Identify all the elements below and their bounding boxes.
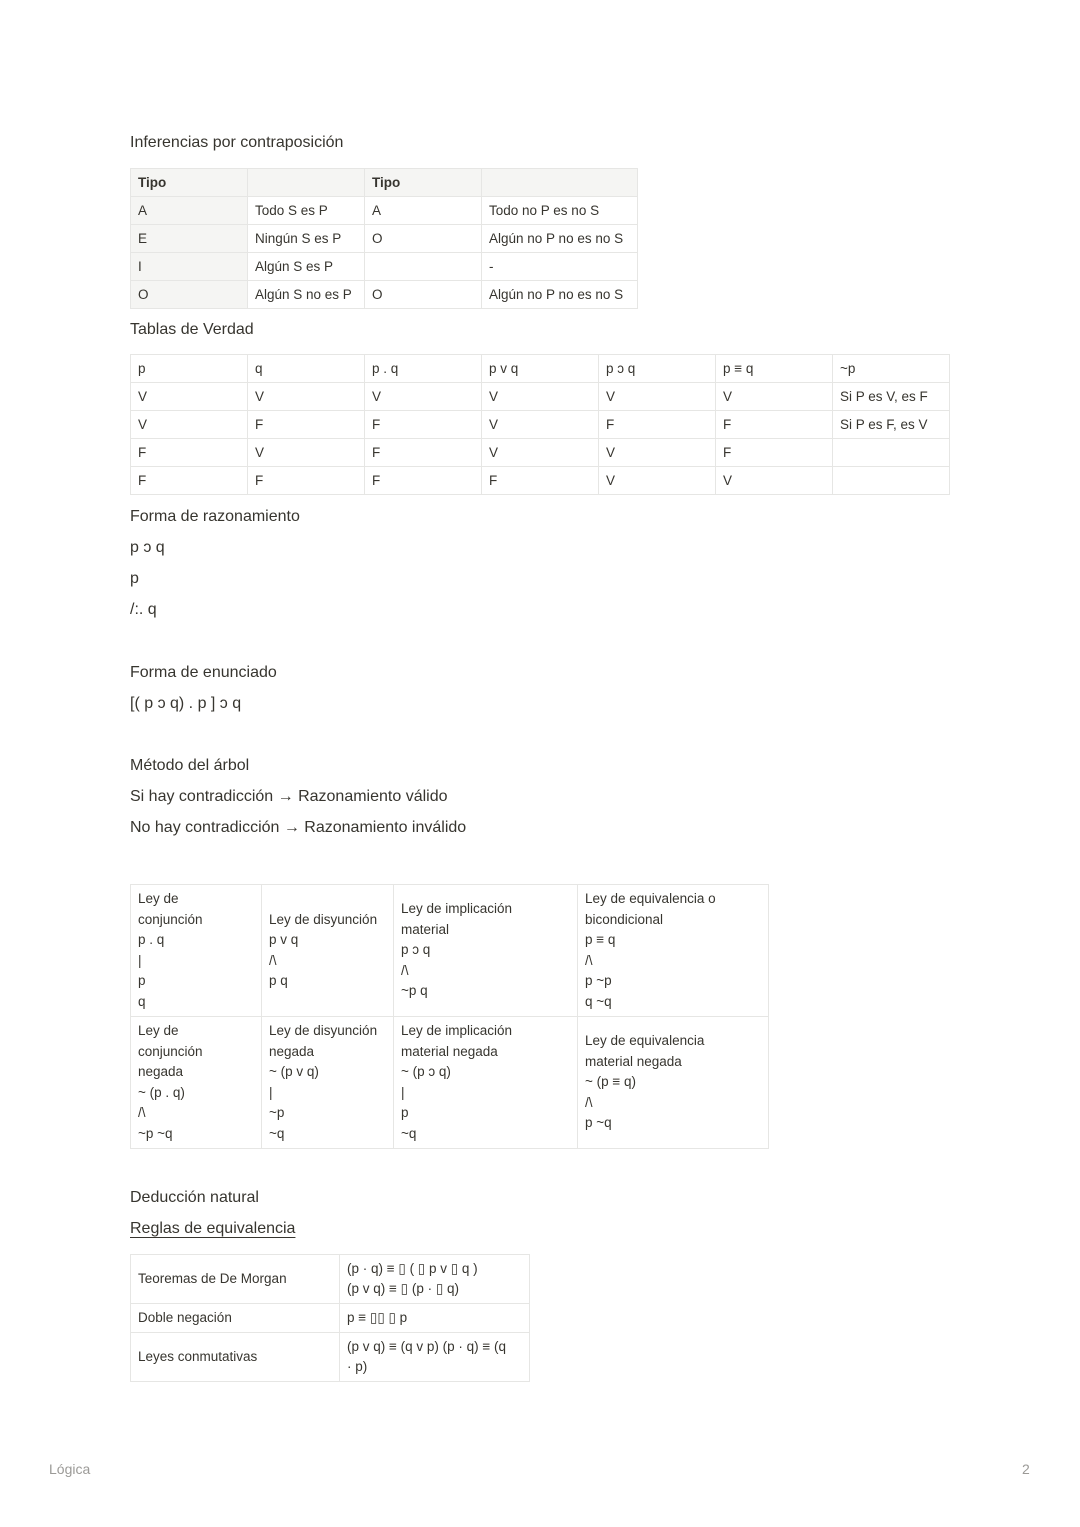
table-cell: p ≡ q — [716, 355, 833, 383]
law-line: material — [401, 921, 450, 937]
table-cell: F — [248, 467, 365, 495]
table-cell: q — [248, 355, 365, 383]
law-line: Ley de equivalencia o — [585, 891, 716, 906]
law-line: p — [401, 1105, 409, 1120]
table-cell: V — [599, 439, 716, 467]
table-row — [131, 467, 950, 495]
table-row — [131, 885, 769, 1017]
contraposition-table — [130, 168, 638, 309]
law-line: | — [401, 1084, 405, 1100]
header-cell: Tipo — [365, 169, 482, 197]
law-cell — [578, 885, 769, 1017]
table-header-row — [131, 169, 638, 197]
page-number: 2 — [1022, 1461, 1030, 1477]
table-cell: p — [131, 355, 248, 383]
table-cell: V — [716, 383, 833, 411]
law-cell — [262, 1017, 394, 1149]
rule-formula — [340, 1255, 530, 1304]
law-line: negada — [269, 1043, 315, 1059]
law-line: /\ — [138, 1105, 146, 1120]
law-line: p ~p — [585, 973, 612, 988]
law-line: ~p ~q — [138, 1125, 173, 1141]
table-cell: V — [482, 439, 599, 467]
table-row — [131, 383, 950, 411]
law-line: ~p q — [401, 983, 428, 999]
law-line: bicondicional — [585, 911, 664, 927]
law-line: Ley de — [138, 891, 179, 906]
reasoning-line: p — [130, 570, 139, 587]
table-row — [131, 225, 638, 253]
table-row — [131, 355, 950, 383]
table-cell: V — [365, 383, 482, 411]
table-cell: Algún no P no es no S — [482, 225, 638, 253]
tree-method-line: No hay contradicción → Razonamiento inválido — [130, 819, 467, 836]
table-cell: F — [365, 411, 482, 439]
table-cell: A — [365, 197, 482, 225]
heading-contraposicion: Inferencias por contraposición — [130, 134, 344, 151]
table-cell: Todo no P es no S — [482, 197, 638, 225]
law-line: conjunción — [138, 1043, 203, 1059]
table-row — [131, 1255, 530, 1304]
table-row — [131, 281, 638, 309]
table-cell: F — [716, 439, 833, 467]
law-line: Ley de implicación — [401, 1023, 513, 1038]
heading-forma-enunciado: Forma de enunciado — [130, 664, 277, 681]
formula-line: · p) — [347, 1359, 368, 1374]
table-cell: O — [365, 281, 482, 309]
law-line: p v q — [269, 932, 299, 947]
law-line: Ley de disyunción — [269, 1023, 378, 1038]
table-cell: V — [599, 383, 716, 411]
header-cell — [482, 169, 638, 197]
table-cell: Algún S es P — [248, 253, 365, 281]
table-cell: V — [716, 467, 833, 495]
table-row — [131, 1304, 530, 1333]
law-line: p ɔ q — [401, 942, 431, 958]
law-line: negada — [138, 1064, 184, 1079]
table-cell: Si P es V, es F — [833, 383, 950, 411]
law-line: p q — [269, 973, 288, 988]
rule-formula — [340, 1304, 530, 1333]
table-cell: Algún no P no es no S — [482, 281, 638, 309]
heading-deduccion-natural: Deducción natural — [130, 1189, 259, 1206]
table-cell: V — [248, 383, 365, 411]
law-line: conjunción — [138, 911, 203, 927]
heading-forma-razonamiento: Forma de razonamiento — [130, 508, 300, 525]
law-cell — [394, 885, 578, 1017]
table-cell: V — [248, 439, 365, 467]
formula-line: (p v q) ≡ ▯ (p · ▯ q) — [347, 1281, 460, 1296]
header-cell: Tipo — [131, 169, 248, 197]
law-line: Ley de disyunción — [269, 911, 378, 927]
table-cell: F — [599, 411, 716, 439]
table-row — [131, 253, 638, 281]
table-cell: F — [365, 439, 482, 467]
reasoning-line: p ɔ q — [130, 539, 165, 556]
law-line: ~ (p ≡ q) — [585, 1074, 637, 1090]
table-row — [131, 411, 950, 439]
law-cell — [578, 1017, 769, 1149]
formula-line: p ≡ ▯▯ ▯ p — [347, 1309, 408, 1325]
law-line: ~q — [401, 1125, 417, 1141]
table-cell: V — [482, 411, 599, 439]
statement-line: [( p ɔ q) . p ] ɔ q — [130, 695, 242, 712]
law-line: material negada — [401, 1043, 498, 1059]
tree-method-line: Si hay contradicción → Razonamiento válido — [130, 788, 448, 805]
table-cell: F — [365, 467, 482, 495]
table-cell: E — [131, 225, 248, 253]
law-line: /\ — [585, 1094, 593, 1110]
table-cell: F — [131, 467, 248, 495]
heading-tablas-verdad: Tablas de Verdad — [130, 321, 254, 338]
footer-title: Lógica — [49, 1461, 91, 1477]
law-line: material negada — [585, 1053, 682, 1069]
law-line: | — [269, 1084, 273, 1100]
formula-line: (p · q) ≡ ▯ ( ▯ p v ▯ q ) — [347, 1260, 478, 1276]
table-cell: ~p — [833, 355, 950, 383]
law-line: /\ — [401, 962, 409, 978]
table-cell: V — [131, 411, 248, 439]
reasoning-line: /:. q — [130, 601, 157, 618]
table-cell: V — [131, 383, 248, 411]
table-cell: F — [482, 467, 599, 495]
table-cell: F — [248, 411, 365, 439]
law-line: q — [138, 993, 146, 1009]
table-cell: V — [482, 383, 599, 411]
table-row — [131, 439, 950, 467]
tree-laws-table — [130, 884, 769, 1149]
table-cell: Ningún S es P — [248, 225, 365, 253]
law-line: /\ — [585, 952, 593, 968]
formula-line: (p v q) ≡ (q v p) (p · q) ≡ (q — [347, 1338, 507, 1354]
law-line: /\ — [269, 952, 277, 968]
law-line: Ley de — [138, 1023, 179, 1038]
law-line: Ley de equivalencia — [585, 1033, 705, 1049]
law-line: ~ (p v q) — [269, 1064, 319, 1079]
equivalence-rules-table — [130, 1254, 530, 1382]
law-line: | — [138, 952, 142, 968]
table-cell: Todo S es P — [248, 197, 365, 225]
law-line: ~ (p . q) — [138, 1084, 185, 1100]
rule-name: Doble negación — [131, 1304, 340, 1333]
law-line: q ~q — [585, 993, 612, 1009]
header-cell — [248, 169, 365, 197]
table-cell — [833, 467, 950, 495]
table-cell: O — [365, 225, 482, 253]
table-cell: I — [131, 253, 248, 281]
law-line: p ~q — [585, 1115, 612, 1131]
table-row — [131, 1017, 769, 1149]
table-cell: A — [131, 197, 248, 225]
table-cell: V — [599, 467, 716, 495]
table-cell — [833, 439, 950, 467]
rule-name: Teoremas de De Morgan — [131, 1255, 340, 1304]
law-line: p — [138, 973, 146, 988]
table-cell: F — [716, 411, 833, 439]
table-cell: p ɔ q — [599, 355, 716, 383]
law-line: Ley de implicación — [401, 901, 513, 917]
table-cell: - — [482, 253, 638, 281]
table-row — [131, 197, 638, 225]
table-cell: Si P es F, es V — [833, 411, 950, 439]
subheading-reglas-equivalencia: Reglas de equivalencia — [130, 1220, 296, 1237]
table-cell: Algún S no es P — [248, 281, 365, 309]
law-line: ~q — [269, 1125, 285, 1141]
table-cell: p v q — [482, 355, 599, 383]
rule-name: Leyes conmutativas — [131, 1333, 340, 1382]
table-row — [131, 1333, 530, 1382]
law-line: ~p — [269, 1105, 285, 1120]
law-line: p ≡ q — [585, 932, 616, 947]
table-cell — [365, 253, 482, 281]
law-cell — [394, 1017, 578, 1149]
truth-table — [130, 354, 950, 495]
table-cell: p . q — [365, 355, 482, 383]
table-cell: F — [131, 439, 248, 467]
law-cell — [131, 1017, 262, 1149]
law-line: p . q — [138, 932, 165, 947]
heading-metodo-arbol: Método del árbol — [130, 757, 250, 774]
law-line: ~ (p ɔ q) — [401, 1064, 451, 1079]
law-cell — [131, 885, 262, 1017]
law-cell — [262, 885, 394, 1017]
rule-formula — [340, 1333, 530, 1382]
table-cell: O — [131, 281, 248, 309]
